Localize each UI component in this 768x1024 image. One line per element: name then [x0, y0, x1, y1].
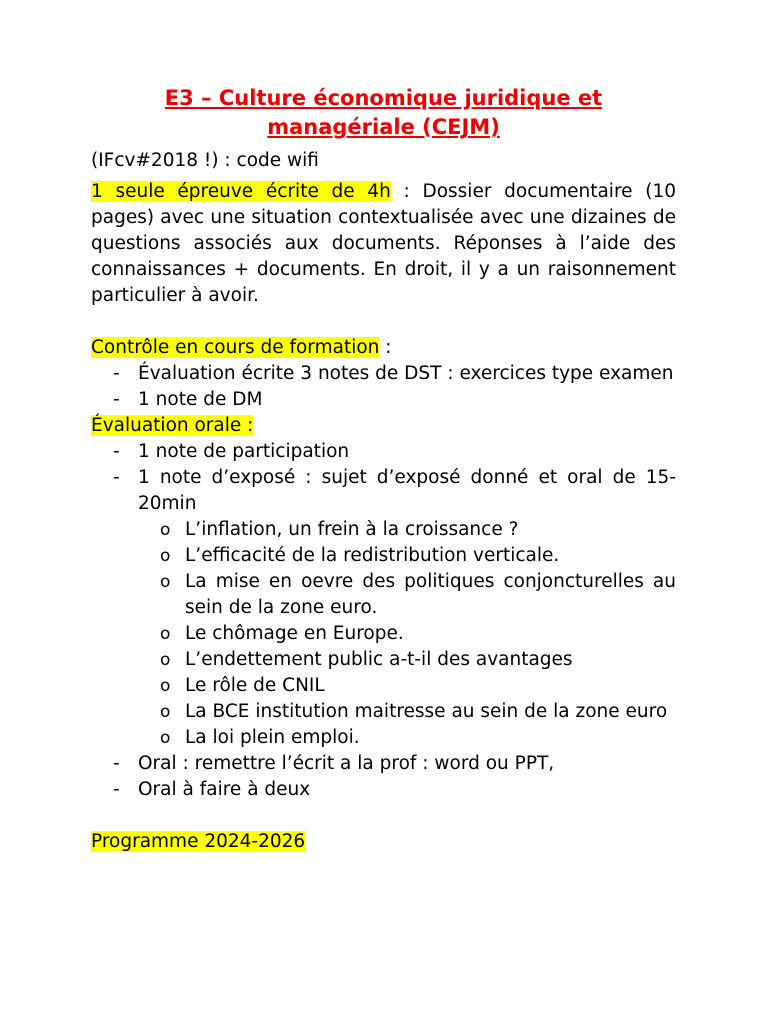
wifi-note: (IFcv#2018 !) : code wifi	[91, 150, 319, 171]
topic-item	[138, 647, 676, 673]
dash-marker: -	[113, 467, 120, 488]
circle-marker: o	[160, 676, 171, 696]
list-item	[91, 777, 676, 803]
list-item-text: Oral : remettre l’écrit a la prof : word ou PPT,	[138, 753, 555, 774]
list-item	[91, 465, 676, 751]
circle-marker: o	[160, 520, 171, 540]
oral-highlight: Évaluation orale :	[91, 415, 254, 436]
list-item-text: Évaluation écrite 3 notes de DST : exercices type examen	[138, 363, 674, 384]
title-line-1: E3 – Culture économique juridique et	[164, 86, 603, 110]
topic-item	[138, 569, 676, 621]
topic-list	[138, 517, 676, 751]
topic-item	[138, 673, 676, 699]
list-item	[91, 361, 676, 387]
list-item-text: 1 note de participation	[138, 441, 350, 462]
exam-description: : Dossier documentaire (10 pages) avec une situation contextualisée avec une dizaines de questions associés aux documents. Réponses à l’aide des connaissances + documents. En droit, il y a un raisonnement particulier à avoir.	[91, 181, 676, 306]
list-item-text: 1 note de DM	[138, 389, 263, 410]
topic-item	[138, 621, 676, 647]
topic-text: Le chômage en Europe.	[185, 623, 404, 644]
topic-text: Le rôle de CNIL	[185, 675, 325, 696]
document-page	[91, 84, 676, 855]
dash-marker: -	[113, 363, 120, 384]
topic-text: L’endettement public a-t-il des avantages	[185, 649, 573, 670]
topic-item	[138, 725, 676, 751]
circle-marker: o	[160, 546, 171, 566]
topic-text: La mise en oevre des politiques conjoncturelles au sein de la zone euro.	[185, 571, 676, 618]
list-item	[91, 751, 676, 777]
circle-marker: o	[160, 572, 171, 592]
ccf-suffix: :	[379, 337, 392, 358]
topic-text: La BCE institution maitresse au sein de la zone euro	[185, 701, 668, 722]
ccf-heading	[91, 335, 676, 361]
list-item	[91, 439, 676, 465]
list-item	[91, 387, 676, 413]
list-item-text: Oral à faire à deux	[138, 779, 311, 800]
topic-text: L’inflation, un frein à la croissance ?	[185, 519, 519, 540]
dash-marker: -	[113, 389, 120, 410]
circle-marker: o	[160, 624, 171, 644]
circle-marker: o	[160, 650, 171, 670]
programme-heading	[91, 829, 676, 855]
ccf-highlight: Contrôle en cours de formation	[91, 337, 380, 358]
exam-paragraph	[91, 179, 676, 309]
exam-highlight: 1 seule épreuve écrite de 4h	[91, 181, 391, 202]
document-title	[91, 84, 676, 142]
oral-list	[91, 439, 676, 803]
topic-text: La loi plein emploi.	[185, 727, 360, 748]
topic-item	[138, 517, 676, 543]
dash-marker: -	[113, 753, 120, 774]
dash-marker: -	[113, 441, 120, 462]
topic-text: L’efficacité de la redistribution verticale.	[185, 545, 560, 566]
topic-item	[138, 543, 676, 569]
programme-highlight: Programme 2024-2026	[91, 831, 306, 852]
title-line-2: managériale (CEJM)	[267, 115, 500, 139]
dash-marker: -	[113, 779, 120, 800]
topic-item	[138, 699, 676, 725]
oral-heading	[91, 413, 676, 439]
list-item-text: 1 note d’exposé : sujet d’exposé donné et oral de 15-20min	[138, 467, 676, 514]
circle-marker: o	[160, 728, 171, 748]
ccf-list	[91, 361, 676, 413]
circle-marker: o	[160, 702, 171, 722]
